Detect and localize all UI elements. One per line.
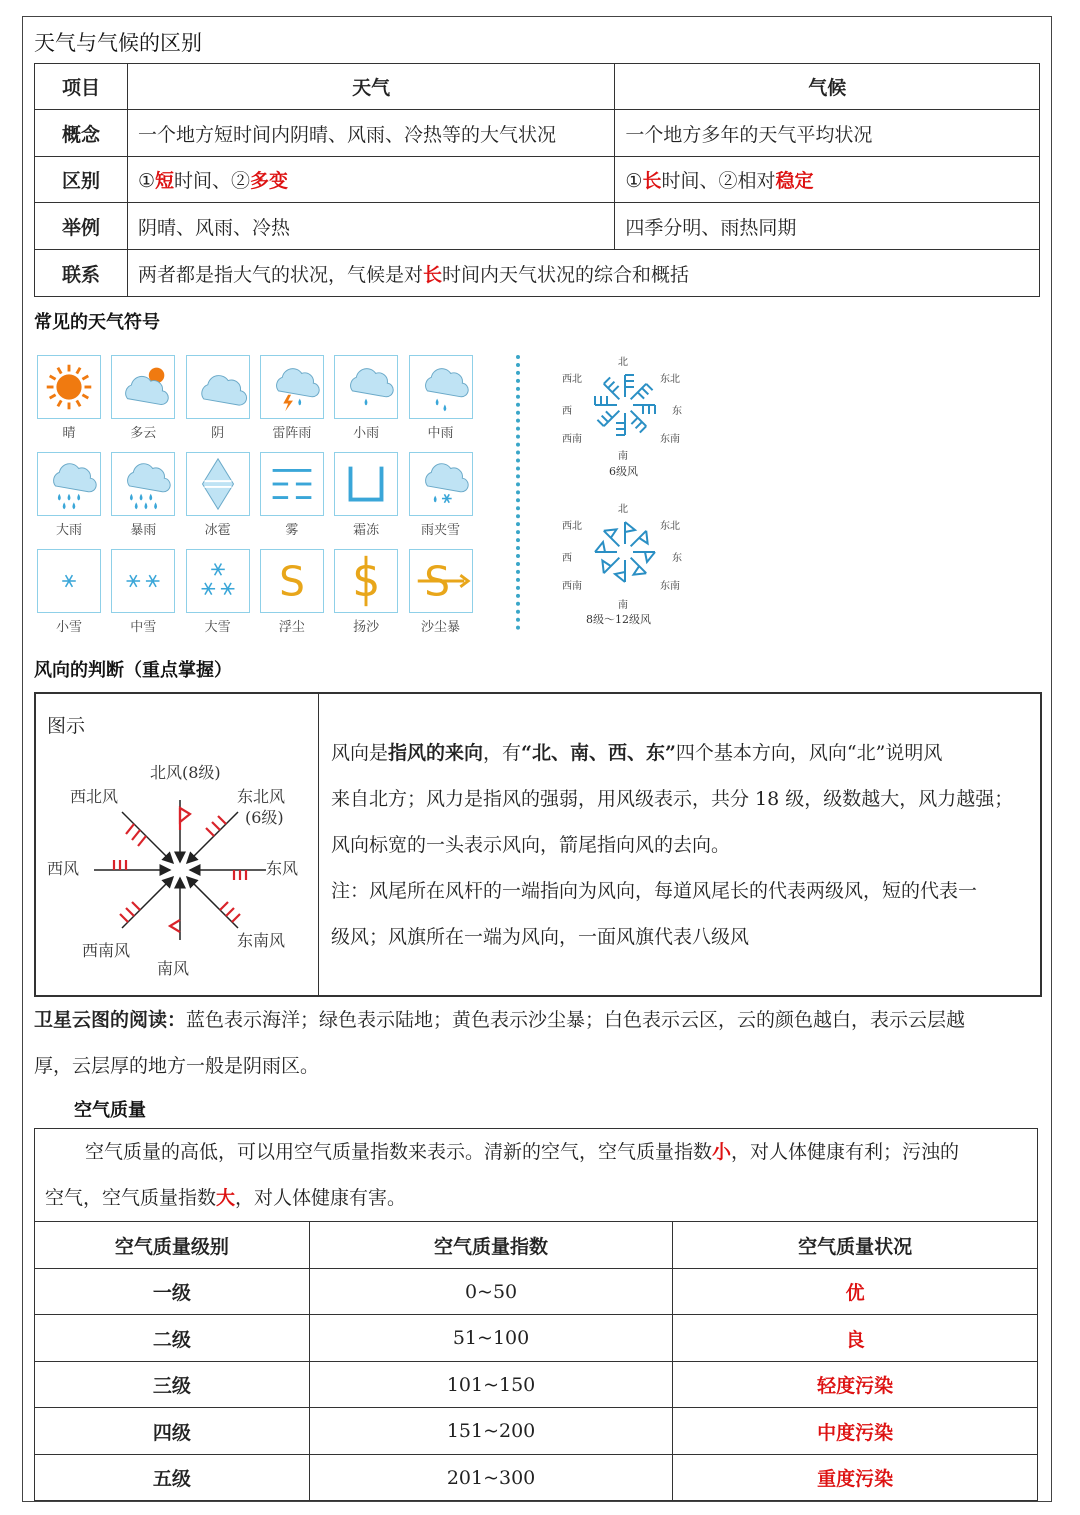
weather-symbol-icon bbox=[409, 549, 473, 613]
header-item: 项目 bbox=[35, 64, 128, 110]
row-label: 举例 bbox=[35, 203, 128, 250]
weather-symbol-label: 大雨 bbox=[55, 523, 82, 538]
air-title: 空气质量 bbox=[74, 1100, 146, 1121]
weather-symbol-label: 大雪 bbox=[204, 620, 231, 635]
air-level: 一级 bbox=[35, 1269, 310, 1315]
air-status: 良 bbox=[673, 1315, 1038, 1362]
weather-symbol-label: 浮尘 bbox=[278, 620, 305, 635]
wind-label-nw: 西北风 bbox=[70, 787, 119, 806]
air-header-level: 空气质量级别 bbox=[35, 1222, 310, 1269]
wind-dial-8-12 bbox=[585, 512, 665, 592]
wind-line-5: 级风；风旗所在一端为风向，一面风旗代表八级风 bbox=[331, 926, 750, 948]
air-header-index: 空气质量指数 bbox=[309, 1222, 673, 1269]
weather-symbol-label: 雾 bbox=[285, 523, 299, 538]
dial1-caption: 6级风 bbox=[609, 465, 638, 478]
weather-symbol-label: 小雨 bbox=[353, 426, 380, 441]
weather-symbol-label: 扬沙 bbox=[353, 620, 380, 635]
dial2-s: 南 bbox=[618, 600, 628, 611]
table-row bbox=[35, 1455, 1038, 1501]
wind-line-1: 风向是指风的来向，有“北、南、西、东”四个基本方向，风向“北”说明风 bbox=[331, 742, 943, 764]
weather-symbol-icon bbox=[334, 355, 398, 419]
weather-symbol-icon bbox=[186, 355, 250, 419]
air-header-status: 空气质量状况 bbox=[673, 1222, 1038, 1269]
weather-symbol-label: 阴 bbox=[211, 426, 225, 441]
dial2-e: 东 bbox=[672, 553, 682, 564]
satellite-text bbox=[34, 997, 1044, 1089]
air-intro bbox=[45, 1129, 1035, 1221]
weather-symbol-label: 小雪 bbox=[55, 620, 82, 635]
wind-line-4: 注：风尾所在风杆的一端指向为风向，每道风尾长的代表两级风，短的代表一 bbox=[331, 880, 978, 902]
weather-symbol-label: 多云 bbox=[130, 426, 157, 441]
dotted-divider bbox=[516, 355, 520, 630]
concept-climate: 一个地方多年的天气平均状况 bbox=[615, 110, 1040, 157]
dial2-sw: 西南 bbox=[562, 581, 582, 592]
weather-symbol-label: 沙尘暴 bbox=[420, 620, 460, 635]
air-status: 中度污染 bbox=[673, 1408, 1038, 1455]
svg-text:S: S bbox=[423, 557, 450, 606]
table-row bbox=[35, 1408, 1038, 1455]
wind-title: 风向的判断（重点掌握） bbox=[34, 660, 232, 681]
row-label: 区别 bbox=[35, 157, 128, 203]
header-climate: 气候 bbox=[615, 64, 1040, 110]
air-intro-line-1: 空气质量的高低，可以用空气质量指数来表示。清新的空气，空气质量指数小，对人体健康有利；污浊的 bbox=[85, 1141, 960, 1163]
dial1-sw: 西南 bbox=[562, 434, 582, 445]
weather-symbol-icon bbox=[334, 452, 398, 516]
satellite-label: 卫星云图的阅读： bbox=[34, 1009, 187, 1031]
wind-label-sw: 西南风 bbox=[82, 941, 131, 960]
concept-weather: 一个地方短时间内阴晴、风雨、冷热等的大气状况 bbox=[127, 110, 614, 157]
weather-symbol-icon bbox=[409, 355, 473, 419]
air-quality-table bbox=[34, 1221, 1038, 1501]
dial2-ne: 东北 bbox=[660, 521, 680, 532]
weather-symbol-icon bbox=[260, 549, 324, 613]
weather-symbol-label: 雷阵雨 bbox=[272, 426, 312, 441]
wind-label-se: 东南风 bbox=[237, 931, 286, 950]
dial1-nw: 西北 bbox=[562, 374, 582, 385]
weather-symbol-icon bbox=[111, 355, 175, 419]
wind-line-2: 来自北方；风力是指风的强弱，用风级表示，共分 18 级，级数越大，风力越强； bbox=[331, 788, 1014, 810]
example-weather: 阴晴、风雨、冷热 bbox=[127, 203, 614, 250]
weather-symbol-icon bbox=[111, 452, 175, 516]
dial2-caption: 8级～12级风 bbox=[586, 613, 651, 626]
weather-symbol-icon bbox=[260, 452, 324, 516]
difference-weather: ①短时间、②多变 bbox=[127, 157, 614, 203]
row-label: 概念 bbox=[35, 110, 128, 157]
diagram-label: 图示 bbox=[47, 715, 86, 737]
air-level: 三级 bbox=[35, 1362, 310, 1408]
air-index: 51~100 bbox=[309, 1315, 673, 1362]
air-status: 重度污染 bbox=[673, 1455, 1038, 1501]
air-index: 101~150 bbox=[309, 1362, 673, 1408]
header-weather: 天气 bbox=[127, 64, 614, 110]
air-status: 优 bbox=[673, 1269, 1038, 1315]
weather-symbol-icon bbox=[111, 549, 175, 613]
dial1-w: 西 bbox=[562, 406, 572, 417]
svg-text:S: S bbox=[353, 557, 380, 606]
air-index: 151~200 bbox=[309, 1408, 673, 1455]
satellite-line-2: 厚，云层厚的地方一般是阴雨区。 bbox=[34, 1055, 320, 1077]
dial1-ne: 东北 bbox=[660, 374, 680, 385]
weather-symbol-icon bbox=[37, 355, 101, 419]
wind-line-3: 风向标宽的一头表示风向，箭尾指向风的去向。 bbox=[331, 834, 731, 856]
dial2-nw: 西北 bbox=[562, 521, 582, 532]
weather-climate-table bbox=[34, 63, 1040, 297]
wind-label-n: 北风(8级) bbox=[150, 763, 221, 782]
example-climate: 四季分明、雨热同期 bbox=[615, 203, 1040, 250]
wind-label-w: 西风 bbox=[47, 859, 80, 878]
air-level: 四级 bbox=[35, 1408, 310, 1455]
wind-box-divider bbox=[318, 692, 319, 997]
wind-label-ne-level: (6级) bbox=[245, 808, 284, 827]
wind-label-e: 东风 bbox=[266, 859, 299, 878]
table-row bbox=[35, 1315, 1038, 1362]
weather-symbol-icon bbox=[186, 549, 250, 613]
wind-text bbox=[331, 730, 1031, 960]
dial1-se: 东南 bbox=[660, 434, 680, 445]
symbols-title: 常见的天气符号 bbox=[34, 312, 160, 333]
weather-symbol-label: 暴雨 bbox=[130, 523, 157, 538]
page-title: 天气与气候的区别 bbox=[34, 31, 202, 55]
weather-symbol-label: 霜冻 bbox=[353, 523, 380, 538]
table-row bbox=[35, 1269, 1038, 1315]
weather-symbol-label: 雨夹雪 bbox=[420, 523, 460, 538]
weather-symbol-icon bbox=[37, 452, 101, 516]
dial2-se: 东南 bbox=[660, 581, 680, 592]
dial1-e: 东 bbox=[672, 406, 682, 417]
weather-symbol-icon bbox=[186, 452, 250, 516]
wind-dial-6 bbox=[585, 365, 665, 445]
dial1-s: 南 bbox=[618, 451, 628, 462]
air-index: 201~300 bbox=[309, 1455, 673, 1501]
dial2-w: 西 bbox=[562, 553, 572, 564]
air-level: 五级 bbox=[35, 1455, 310, 1501]
dial2-n: 北 bbox=[618, 504, 628, 515]
weather-symbol-label: 中雨 bbox=[427, 426, 454, 441]
relation-cell: 两者都是指大气的状况，气候是对长时间内天气状况的综合和概括 bbox=[127, 250, 1039, 297]
weather-symbol-icon bbox=[260, 355, 324, 419]
air-level: 二级 bbox=[35, 1315, 310, 1362]
air-status: 轻度污染 bbox=[673, 1362, 1038, 1408]
row-label: 联系 bbox=[35, 250, 128, 297]
weather-symbol-label: 冰雹 bbox=[204, 523, 231, 538]
dial1-n: 北 bbox=[618, 357, 628, 368]
wind-label-s: 南风 bbox=[157, 959, 190, 978]
air-index: 0~50 bbox=[309, 1269, 673, 1315]
weather-symbol-icon bbox=[37, 549, 101, 613]
weather-symbol-label: 中雪 bbox=[130, 620, 157, 635]
weather-symbol-icon bbox=[409, 452, 473, 516]
table-row bbox=[35, 1362, 1038, 1408]
weather-symbol-icon bbox=[334, 549, 398, 613]
weather-symbol-label: 晴 bbox=[62, 426, 76, 441]
satellite-line-1: 蓝色表示海洋；绿色表示陆地；黄色表示沙尘暴；白色表示云区，云的颜色越白，表示云层越 bbox=[186, 1009, 966, 1031]
wind-label-ne: 东北风 bbox=[237, 787, 286, 806]
difference-climate: ①长时间、②相对稳定 bbox=[615, 157, 1040, 203]
svg-text:S: S bbox=[278, 557, 305, 606]
air-intro-line-2: 空气，空气质量指数大，对人体健康有害。 bbox=[45, 1187, 407, 1209]
